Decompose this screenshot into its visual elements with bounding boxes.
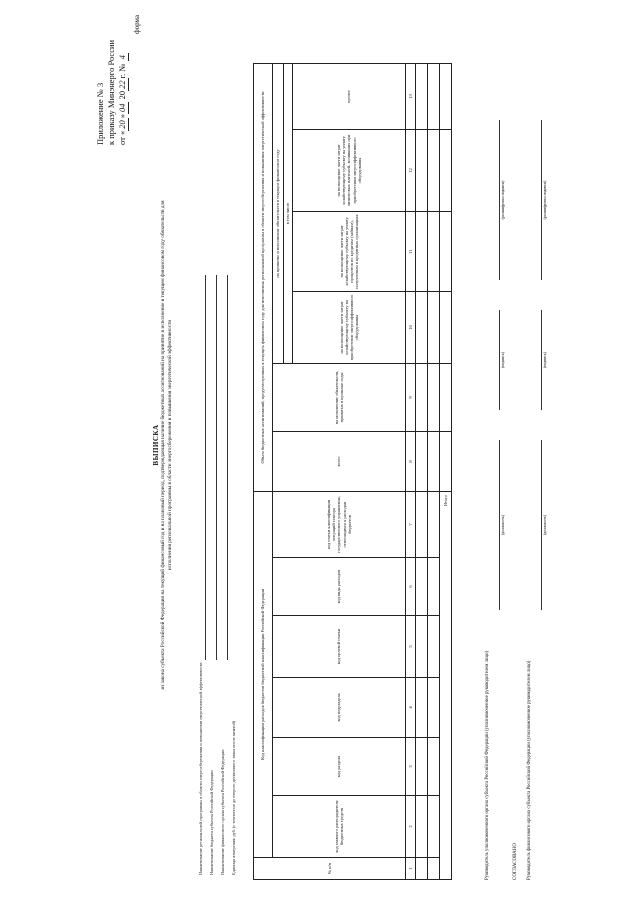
table-cell <box>440 291 452 363</box>
field-label: Наименование финансового органа субъекта Российской Федерации <box>220 749 225 875</box>
table-cell <box>428 738 440 796</box>
field-line <box>205 275 206 660</box>
header-current-year-group: на принятие и исполнение обязательств в текущем финансовом году <box>273 63 284 363</box>
column-number: 12 <box>406 129 416 211</box>
header-volume-group: Объем бюджетных ассигнований, предусмотренных в текущем финансовом году для исполнения региональной программы в области энергосбережения и повышения энергетической эффективности <box>254 63 273 491</box>
subtitle-line-2: исполнения региональной программы в области энергосбережения и повышения энергетической эффективности <box>166 319 173 571</box>
field-label: Единица измерения: руб. (с точностью до второго десятичного знака после запятой) <box>231 720 236 875</box>
signature-caption: (подпись) <box>543 352 547 368</box>
column-number: 4 <box>406 678 416 738</box>
column-number: 7 <box>406 491 416 557</box>
header-kbk-group: Код классификации расходов бюджетов бюджетной классификации Российской Федерации <box>254 491 273 857</box>
table-cell <box>416 491 428 557</box>
total-row <box>440 63 452 879</box>
signer-title: Руководитель уполномоченного органа субъекта Российской Федерации (уполномоченное руководителем лицо) <box>485 650 490 880</box>
date-suffix: г. № <box>117 63 127 79</box>
order-number: 4 <box>117 55 127 60</box>
signature-line <box>541 310 542 410</box>
header-equipment-reimbursement: на возмещение части затрат хозяйствующему субъекту на приобретение энергоэффективного оборудования <box>293 291 406 363</box>
allocations-table <box>253 63 452 880</box>
table-cell <box>428 796 440 858</box>
column-number: 6 <box>406 558 416 616</box>
table-cell <box>428 678 440 738</box>
column-number: 2 <box>406 796 416 858</box>
table-cell <box>428 858 440 880</box>
position-caption: (должность) <box>543 515 547 535</box>
appendix-order-line: к приказу Минэнерго России <box>106 39 116 145</box>
table-cell <box>428 558 440 616</box>
name-caption: (расшифровка подписи) <box>543 180 547 220</box>
header-section: код раздела <box>273 738 406 796</box>
table-cell <box>416 558 428 616</box>
table-cell <box>428 363 440 431</box>
date-year: 22 <box>117 80 127 89</box>
appendix-date-line <box>117 5 129 145</box>
position-line <box>541 440 542 610</box>
table-cell <box>428 129 440 211</box>
table-cell <box>440 211 452 291</box>
date-month: 04 <box>117 103 127 113</box>
table-cell <box>428 211 440 291</box>
table-header-row <box>273 63 284 879</box>
table-cell <box>416 363 428 431</box>
date-day: 20 <box>117 120 127 129</box>
column-number: 5 <box>406 616 416 678</box>
table-row <box>416 63 428 879</box>
table-cell <box>428 491 440 557</box>
signature-finance <box>527 40 555 880</box>
field-line <box>216 275 217 660</box>
table-row <box>428 63 440 879</box>
field-label: Наименование региональной программы в области энергосбережения и повышения энергетической эффективности <box>198 662 203 875</box>
table-cell <box>440 129 452 211</box>
form-label: форма <box>133 15 141 34</box>
field-line <box>227 275 228 660</box>
header-kosgu: код статьи классификации операций сектора государственного управления, относящихся к расходам бюджетов <box>273 491 406 557</box>
field-finance-body <box>220 275 231 875</box>
agreed-label: СОГЛАСОВАНО <box>513 842 518 880</box>
table-cell <box>440 63 452 129</box>
document-subtitle <box>160 135 173 755</box>
name-caption: (расшифровка подписи) <box>501 180 505 220</box>
header-other: прочее <box>293 63 406 129</box>
position-line <box>499 440 500 610</box>
header-in-that-number: в том числе <box>284 63 293 363</box>
date-mid: » <box>117 114 127 119</box>
table-cell <box>428 291 440 363</box>
subtitle-line-1: из закона субъекта Российской Федерации на текущий финансовый год и на плановый период, подтверждающая наличие бюджетных ассигнований на принятие и исполнение в текущем финансовом году обязательств для <box>160 200 166 690</box>
table-cell <box>416 738 428 796</box>
header-prior-years: на исполнение обязательств, принятых в прошлые годы <box>273 363 406 431</box>
signer-title: Руководитель финансового органа субъекта Российской Федерации (уполномоченное руководителем лицо) <box>527 660 532 880</box>
field-program-name <box>198 275 209 875</box>
name-line <box>499 120 500 280</box>
header-fields <box>198 275 242 875</box>
appendix-header <box>95 5 129 145</box>
table-cell <box>416 431 428 491</box>
header-expense-type: код вида расходов <box>273 558 406 616</box>
table-cell <box>416 858 428 880</box>
table-cell <box>428 616 440 678</box>
header-subsection: код подраздела <box>273 678 406 738</box>
table-cell <box>416 63 428 129</box>
name-line <box>541 120 542 280</box>
date-prefix: от « <box>117 130 127 145</box>
field-label: Наименование бюджета субъекта Российской Федерации <box>209 770 214 875</box>
header-no: № п/п <box>254 858 406 880</box>
signature-caption: (подпись) <box>501 352 505 368</box>
signature-line <box>499 310 500 410</box>
header-target-item: код целевой статьи <box>273 616 406 678</box>
header-leasing-reimbursement: на возмещение части затрат хозяйствующему субъекту на уплату лизинговых платежей, возникших при приобретении энергоэффективного оборудования <box>293 129 406 211</box>
signature-authorized <box>485 40 513 880</box>
signature-block <box>485 40 555 880</box>
date-year-prefix: 20 <box>117 90 127 100</box>
document-title: ВЫПИСКА <box>152 424 160 466</box>
table-cell <box>416 129 428 211</box>
table-cell <box>416 678 428 738</box>
column-number: 13 <box>406 63 416 129</box>
table-cell <box>416 291 428 363</box>
column-number: 9 <box>406 363 416 431</box>
column-number: 10 <box>406 291 416 363</box>
column-number: 11 <box>406 211 416 291</box>
table-cell <box>416 211 428 291</box>
header-interest-reimbursement: на возмещение части затрат хозяйствующему субъекту на уплату процентов по кредитам (займам), полученным в кредитных организациях <box>293 211 406 291</box>
table-cell <box>440 431 452 491</box>
field-unit <box>231 275 242 875</box>
appendix-title: Приложение № 3 <box>95 82 105 145</box>
header-total: всего <box>273 431 406 491</box>
table-cell <box>428 63 440 129</box>
field-budget-name <box>209 275 220 875</box>
table-cell <box>428 431 440 491</box>
column-number: 1 <box>406 858 416 880</box>
table-cell <box>440 363 452 431</box>
column-number-row <box>406 63 416 879</box>
column-number: 3 <box>406 738 416 796</box>
table-cell <box>416 616 428 678</box>
header-grbs: код главного распорядителя бюджетных средств <box>273 796 406 858</box>
total-label: Итого <box>440 491 452 879</box>
table-cell <box>416 796 428 858</box>
position-caption: (должность) <box>501 515 505 535</box>
column-number: 8 <box>406 431 416 491</box>
table-header-row <box>254 63 273 879</box>
